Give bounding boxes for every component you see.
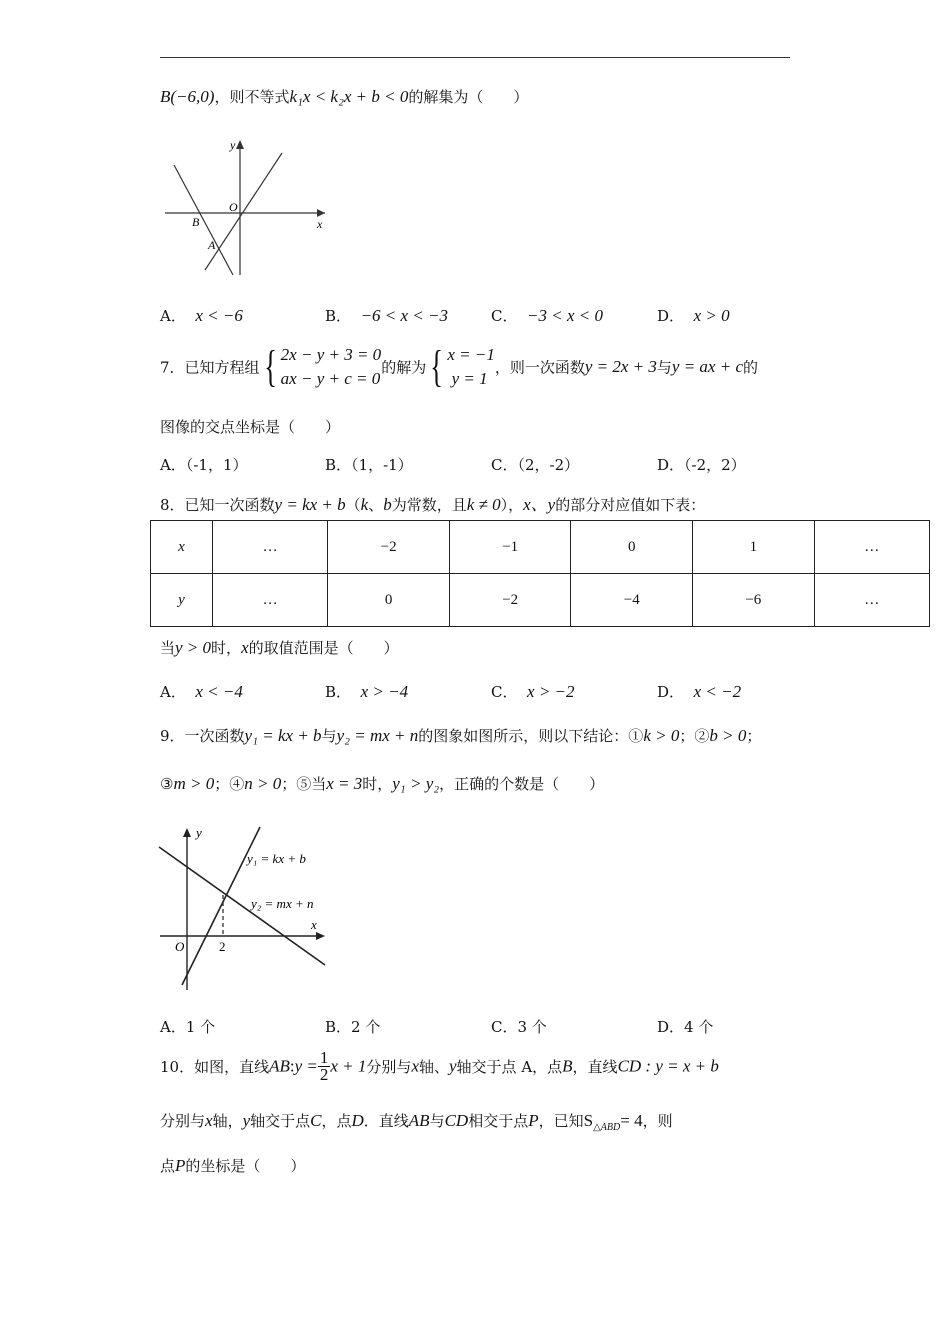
table-cell: −2 — [328, 521, 450, 574]
table-cell: −1 — [449, 521, 571, 574]
q9-label-o: O — [175, 939, 185, 954]
q8-option-a[interactable]: A． x < −4 — [160, 682, 243, 701]
q7-option-c[interactable]: C．（2，-2） — [491, 456, 580, 474]
q10-stem-line2: 分别与x轴，y轴交于点C，点D．直线AB与CD相交于点P，已知$S_{\triangle ABD}= 4$，则 — [160, 1111, 673, 1133]
table-row-y — [151, 574, 930, 627]
q6-line-1 — [205, 153, 282, 270]
q6-option-a[interactable]: A． x < −6 — [160, 306, 243, 325]
q6-label-o: O — [229, 200, 238, 214]
q9-option-b[interactable]: B．2 个 — [325, 1018, 381, 1036]
q9-option-c[interactable]: C．3 个 — [491, 1018, 547, 1036]
table-cell: … — [814, 574, 929, 627]
q7-option-b[interactable]: B．（1，-1） — [325, 456, 413, 474]
q10-fraction: $\frac{1}{2}$ — [319, 1048, 329, 1084]
q9-option-a[interactable]: A．1 个 — [160, 1018, 216, 1036]
table-cell: … — [212, 521, 327, 574]
table-cell: 1 — [693, 521, 815, 574]
q7-stem-line2: 图像的交点坐标是（ ） — [160, 418, 341, 436]
q9-label-line-y1: y₁ = kx + b — [247, 851, 306, 866]
q6-inequality: k₁x < k₂x + b < 0 — [289, 87, 409, 106]
q6-label-x: x — [317, 217, 323, 231]
q9-option-d[interactable]: D．4 个 — [657, 1018, 714, 1036]
q9-label-x: x — [311, 917, 317, 932]
table-cell: y — [151, 574, 213, 627]
q6-option-b[interactable]: B． −6 < x < −3 — [325, 306, 449, 325]
q8-question: 当y > 0时，x的取值范围是（ ） — [160, 638, 399, 657]
table-cell: … — [212, 574, 327, 627]
table-cell: −2 — [449, 574, 571, 627]
q6-stem: B(−6,0)，则不等式k₁x < k₂x + b < 0的解集为（ ） — [160, 87, 529, 106]
q9-label-2: 2 — [219, 939, 226, 954]
table-cell: −6 — [693, 574, 815, 627]
table-cell: … — [814, 521, 929, 574]
table-cell: −4 — [571, 574, 693, 627]
q7-stem: 7．已知方程组{ 2x − y + 3 = 0 ax − y + c = 0的解为{ x = −1 y = 1，则一次函数y = 2x + 3与y = ax + c的 — [160, 342, 759, 391]
q6-label-a: A — [208, 238, 216, 252]
q9-stem: 9．一次函数y₁ = kx + b与y₂ = mx + n的图象如图所示，则以下结论：①k > 0；②b > 0； — [160, 726, 762, 745]
q8-option-d[interactable]: D． x < −2 — [657, 682, 742, 701]
q9-graph — [155, 825, 345, 995]
q9-label-y: y — [196, 825, 202, 840]
q8-option-b[interactable]: B． x > −4 — [325, 682, 409, 701]
table-cell: x — [151, 521, 213, 574]
q6-graph — [160, 135, 335, 280]
q10-stem: 10．如图，直线AB:y = $\frac{1}{2}$ x + 1分别与x轴、y轴交于点 A，点B，直线CD : y = x + b — [160, 1048, 719, 1084]
q9-stem-line2: ③m > 0；④n > 0；⑤当x = 3时，y₁ > y₂，正确的个数是（ ） — [160, 774, 605, 793]
q8-option-c[interactable]: C． x > −2 — [491, 682, 575, 701]
q10-stem-line3: 点P的坐标是（ ） — [160, 1156, 306, 1175]
q7-solution: x = −1 y = 1 — [447, 345, 495, 388]
q6-option-d[interactable]: D． x > 0 — [657, 306, 730, 325]
q6-label-y: y — [230, 138, 236, 152]
q7-option-a[interactable]: A．（-1，1） — [160, 456, 248, 474]
q9-label-line-y2: y₂ = mx + n — [251, 896, 314, 911]
q6-label-b: B — [192, 215, 200, 229]
table-cell: 0 — [571, 521, 693, 574]
q7-equation-system: 2x − y + 3 = 0 ax − y + c = 0 — [280, 345, 382, 388]
point-b-coords: B(−6,0) — [160, 87, 215, 106]
table-row-x — [151, 521, 930, 574]
q8-stem: 8．已知一次函数y = kx + b（k、b为常数，且k ≠ 0），x、y的部分对应值如下表： — [160, 495, 706, 514]
header-rule — [160, 57, 790, 58]
table-cell: 0 — [328, 574, 450, 627]
q7-option-d[interactable]: D．（-2，2） — [657, 456, 746, 474]
q6-line-2 — [174, 165, 233, 275]
q6-option-c[interactable]: C． −3 < x < 0 — [491, 306, 603, 325]
q8-value-table — [150, 520, 930, 627]
